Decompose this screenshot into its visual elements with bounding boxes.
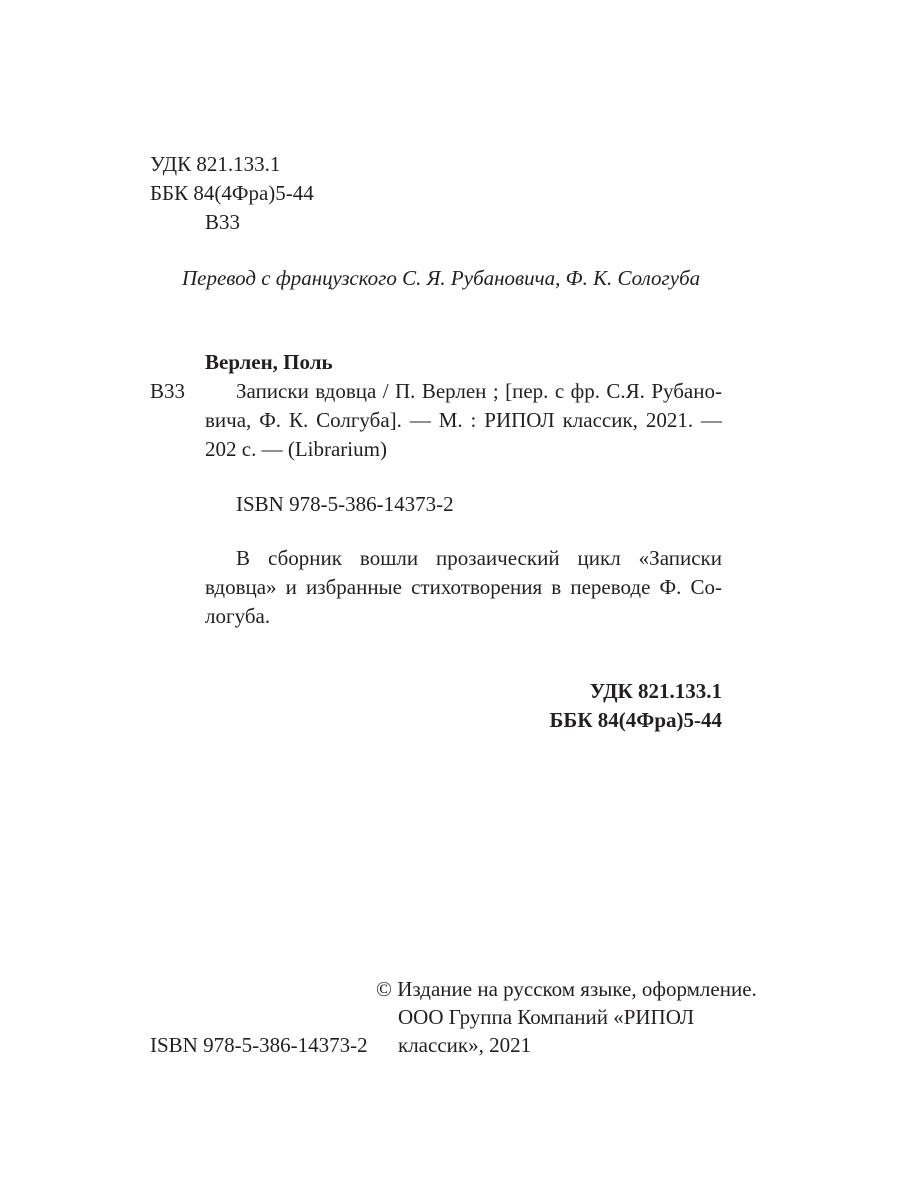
udk-code: УДК 821.133.1	[150, 152, 281, 176]
bbk-code: ББК 84(4Фра)5-44	[150, 181, 314, 205]
translation-note: Перевод с французского С. Я. Рубановича, Ф. К. Сологуба	[182, 266, 701, 290]
copyright-line-1: © Издание на русском языке, оформление.	[376, 977, 757, 1001]
catalog-author: Верлен, Поль	[205, 350, 333, 374]
author-sign: В33	[205, 210, 241, 234]
copyright-line-2: ООО Группа Компаний «РИПОЛ	[398, 1005, 695, 1029]
annotation-line-3: логуба.	[205, 604, 271, 628]
annotation-line-1: В сборник вошли прозаический цикл «Записки	[236, 546, 722, 570]
catalog-description-line-3: 202 с. — (Librarium)	[205, 437, 387, 461]
catalog-isbn: ISBN 978-5-386-14373-2	[236, 492, 454, 516]
catalog-description-line-1: Записки вдовца / П. Верлен ; [пер. с фр. С.Я. Рубано-	[236, 379, 722, 403]
footer-isbn: ISBN 978-5-386-14373-2	[150, 1033, 368, 1057]
catalog-bbk: ББК 84(4Фра)5-44	[549, 708, 722, 732]
catalog-author-sign: В33	[150, 379, 186, 403]
copyright-line-3: классик», 2021	[398, 1033, 532, 1057]
catalog-description-line-2: вича, Ф. К. Солгуба]. — М. : РИПОЛ классик, 2021. —	[205, 408, 722, 432]
annotation-line-2: вдовца» и избранные стихотворения в переводе Ф. Со-	[205, 575, 722, 599]
catalog-udk: УДК 821.133.1	[589, 679, 722, 703]
